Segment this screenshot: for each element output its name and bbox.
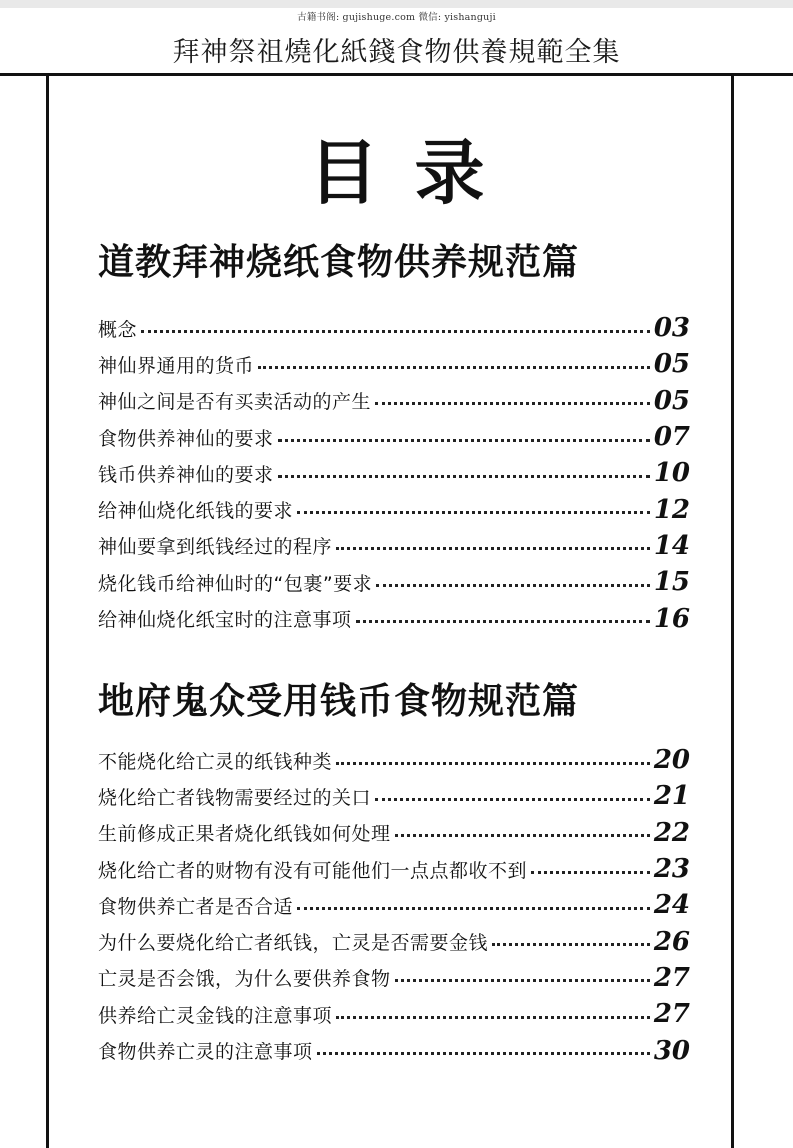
toc-entry-label: 为什么要烧化给亡者纸钱，亡灵是否需要金钱 (98, 932, 489, 955)
dotted-leader (141, 330, 650, 333)
toc-entry-label: 给神仙烧化纸宝时的注意事项 (98, 609, 352, 632)
page-frame-left (46, 76, 49, 1148)
toc-list-taoist (98, 310, 690, 637)
page-frame-right (731, 76, 734, 1148)
dotted-leader (336, 1016, 650, 1019)
toc-entry (98, 564, 690, 600)
dotted-leader (375, 798, 650, 801)
toc-list-underworld (98, 742, 690, 1069)
dotted-leader (356, 620, 650, 623)
toc-entry (98, 1032, 690, 1068)
toc-entry (98, 491, 690, 527)
toc-entry (98, 383, 690, 419)
dotted-leader (395, 979, 650, 982)
toc-entry-page-number: 30 (653, 1035, 690, 1066)
scan-top-strip (0, 0, 793, 8)
toc-entry-page-number: 10 (653, 458, 690, 489)
toc-entry-label: 烧化给亡者的财物有没有可能他们一点点都收不到 (98, 859, 528, 882)
toc-entry-label: 神仙之间是否有买卖活动的产生 (98, 391, 372, 414)
toc-entry (98, 851, 690, 887)
toc-entry (98, 923, 690, 959)
toc-entry-label: 食物供养亡灵的注意事项 (98, 1041, 313, 1064)
toc-entry-page-number: 23 (653, 854, 690, 885)
toc-entry-page-number: 05 (653, 385, 690, 416)
toc-entry (98, 887, 690, 923)
toc-entry (98, 996, 690, 1032)
toc-heading: 目录 (308, 131, 521, 214)
dotted-leader (297, 907, 650, 910)
toc-entry-page-number: 12 (653, 494, 690, 525)
dotted-leader (297, 511, 650, 514)
toc-entry-page-number: 16 (653, 603, 690, 634)
toc-entry (98, 455, 690, 491)
dotted-leader (336, 762, 650, 765)
dotted-leader (278, 475, 650, 478)
dotted-leader (492, 943, 650, 946)
toc-entry (98, 742, 690, 778)
toc-entry-page-number: 15 (653, 567, 690, 598)
dotted-leader (336, 547, 650, 550)
section-title-taoist: 道教拜神烧纸食物供养规范篇 (98, 241, 580, 283)
toc-entry-label: 食物供养亡者是否合适 (98, 895, 294, 918)
toc-entry-label: 钱币供养神仙的要求 (98, 463, 274, 486)
dotted-leader (258, 366, 650, 369)
toc-entry-label: 亡灵是否会饿，为什么要供养食物 (98, 968, 391, 991)
dotted-leader (395, 834, 650, 837)
toc-entry (98, 815, 690, 851)
dotted-leader (375, 402, 650, 405)
toc-entry (98, 778, 690, 814)
toc-entry-page-number: 22 (653, 817, 690, 848)
toc-entry (98, 346, 690, 382)
dotted-leader (531, 871, 650, 874)
header-rule (0, 73, 793, 76)
toc-entry (98, 960, 690, 996)
toc-entry-page-number: 24 (653, 890, 690, 921)
toc-entry-page-number: 26 (653, 926, 690, 957)
toc-entry-page-number: 27 (653, 962, 690, 993)
toc-entry-page-number: 21 (653, 781, 690, 812)
toc-entry (98, 419, 690, 455)
toc-entry-page-number: 07 (653, 422, 690, 453)
toc-entry-label: 供养给亡灵金钱的注意事项 (98, 1004, 333, 1027)
dotted-leader (278, 439, 650, 442)
toc-entry-label: 烧化给亡者钱物需要经过的关口 (98, 786, 372, 809)
toc-entry-page-number: 03 (653, 313, 690, 344)
dotted-leader (317, 1052, 650, 1055)
toc-entry-label: 烧化钱币给神仙时的“包裹”要求 (98, 572, 373, 595)
dotted-leader (376, 584, 650, 587)
toc-entry-label: 概念 (98, 318, 138, 341)
toc-entry-page-number: 05 (653, 349, 690, 380)
toc-entry (98, 600, 690, 636)
toc-entry-page-number: 27 (653, 999, 690, 1030)
toc-entry (98, 310, 690, 346)
toc-entry-page-number: 20 (653, 745, 690, 776)
toc-entry-label: 神仙界通用的货币 (98, 354, 255, 377)
toc-entry-label: 不能烧化给亡灵的纸钱种类 (98, 750, 333, 773)
book-title: 拜神祭祖燒化紙錢食物供養規範全集 (172, 37, 621, 68)
toc-entry (98, 528, 690, 564)
toc-entry-label: 给神仙烧化纸钱的要求 (98, 500, 294, 523)
section-title-underworld: 地府鬼众受用钱币食物规范篇 (98, 680, 580, 722)
toc-entry-label: 食物供养神仙的要求 (98, 427, 274, 450)
toc-entry-label: 生前修成正果者烧化纸钱如何处理 (98, 823, 391, 846)
watermark-text: 古籍书阁: gujishuge.com 微信: yishanguji (297, 12, 496, 23)
toc-entry-page-number: 14 (653, 530, 690, 561)
toc-entry-label: 神仙要拿到纸钱经过的程序 (98, 536, 333, 559)
